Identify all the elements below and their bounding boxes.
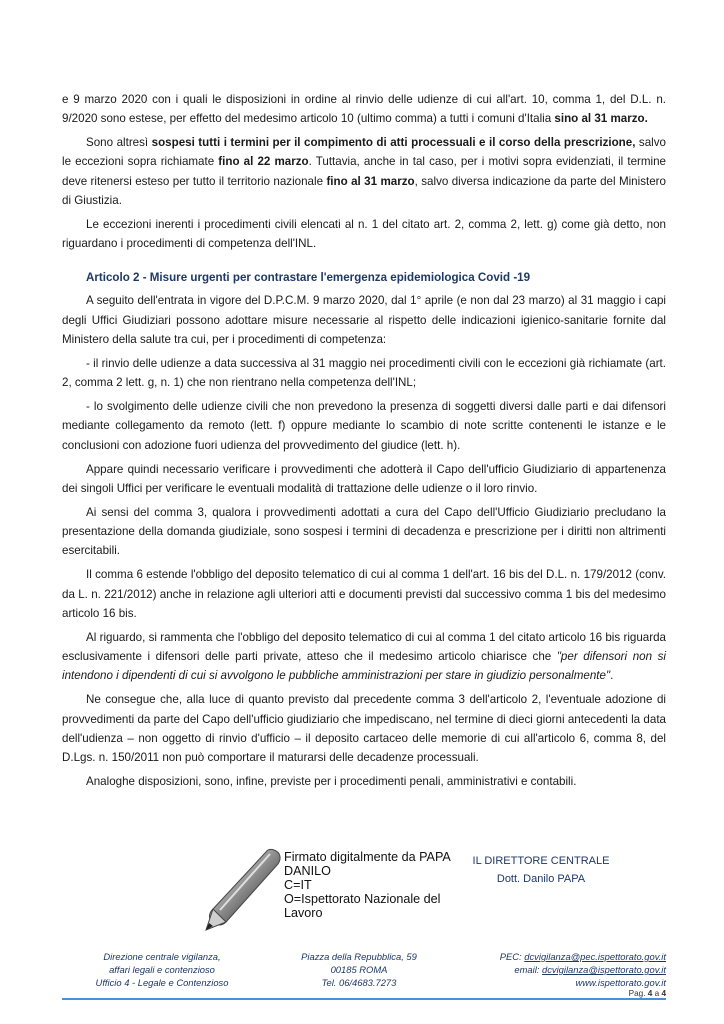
page-current: 4 — [647, 989, 653, 998]
page-separator: a — [652, 989, 662, 998]
footer-line: Tel. 06/4683.7273 — [321, 977, 397, 988]
signature-line: O=Ispettorato Nazionale del — [284, 892, 441, 906]
signature-block — [200, 840, 666, 940]
digital-signature-pen-icon — [200, 844, 284, 938]
page-prefix: Pag. — [628, 989, 648, 998]
footer-pec — [446, 950, 666, 963]
website-text: www.ispettorato.gov.it — [575, 977, 666, 988]
paragraph — [62, 133, 666, 210]
paragraph-text: . Tuttavia, anche in tal caso, per i motivi sopra evidenziati, il termine deve ritenersi esteso per tutto il territorio nazionale — [62, 155, 667, 188]
footer-address — [274, 950, 444, 989]
footer-line: Ufficio 4 - Legale e Contenzioso — [95, 977, 229, 988]
pec-link[interactable]: dcvigilanza@pec.ispettorato.gov.it — [524, 951, 666, 962]
footer-line: affari legali e contenzioso — [109, 964, 215, 975]
footer-line: Direzione centrale vigilanza, — [103, 951, 221, 962]
bold-text: fino al 22 marzo — [218, 155, 309, 169]
signature-line: C=IT — [284, 878, 312, 892]
paragraph: Analoghe disposizioni, sono, infine, previste per i procedimenti penali, amministrativi e contabili. — [86, 775, 577, 789]
footer-contacts — [446, 950, 666, 989]
paragraph: Il comma 6 estende l'obbligo del deposito telematico di cui al comma 1 dell'art. 16 bis del D.L. n. 179/2012 (conv. da L. n. 221/2012) anche in relazione agli ulteriori atti e documenti previsti dal successivo comma 1 bis del medesimo articolo 16 bis. — [62, 568, 666, 620]
signatory-name: Dott. Danilo PAPA — [496, 873, 586, 885]
bold-text: sospesi tutti i termini per il compimento di atti processuali e il corso della prescrizione, — [151, 136, 636, 150]
pec-label: PEC: — [499, 951, 525, 962]
page-number — [560, 989, 666, 998]
list-item: - il rinvio delle udienze a data successiva al 31 maggio nei procedimenti civili con le eccezioni già richiamate (art. 2, comma 2 lett. g, n. 1) che non rientrano nella competenza dell'INL; — [62, 356, 666, 390]
paragraph-text: , salvo diversa indicazione da parte del Ministero di Giustizia. — [62, 174, 666, 208]
footer-office — [62, 950, 262, 989]
footer-divider — [62, 998, 666, 1000]
signatory-role: IL DIRETTORE CENTRALE — [472, 855, 610, 867]
list-item: - lo svolgimento delle udienze civili che non prevedono la presenza di soggetti diversi dalle parti e dai difensori mediante collegamento da remoto (lett. f) oppure mediante lo scambio di note scritte contenenti le istanze e le conclusioni con adozione fuori udienza del provvedimento del giudice (lett. h). — [62, 400, 666, 452]
paragraph-text: . — [610, 669, 614, 683]
paragraph — [62, 90, 666, 129]
bold-text: sino al 31 marzo. — [554, 112, 648, 126]
email-label: email: — [514, 964, 542, 975]
paragraph: Ai sensi del comma 3, qualora i provvedimenti adottati a cura del Capo dell'Ufficio Giudiziario precludano la presentazione della domanda giudiziale, sono sospesi i termini di decadenza e prescrizione per i diritti non altrimenti esercitabili. — [62, 505, 666, 558]
bold-text: fino al 31 marzo — [326, 174, 415, 188]
footer-line: 00185 ROMA — [330, 964, 388, 975]
signatory — [456, 852, 626, 888]
signature-line: Lavoro — [284, 906, 323, 920]
paragraph-text: Al riguardo, si rammenta che l'obbligo del deposito telematico di cui al comma 1 del citato articolo 16 bis riguarda esclusivamente i difensori delle parti private, atteso che il medesimo articolo chiarisce che — [62, 630, 666, 664]
footer-line: Piazza della Repubblica, 59 — [301, 951, 417, 962]
italic-quote: "per difensori non si intendono i dipendenti di cui si avvolgono le pubbliche amministrazioni per stare in giudizio personalmente" — [62, 650, 667, 683]
footer-email — [446, 963, 666, 976]
paragraph: A seguito dell'entrata in vigore del D.P.C.M. 9 marzo 2020, dal 1° aprile (e non dal 23 marzo) al 31 maggio i capi degli Uffici Giudiziari possono adottare misure necessarie al rispetto delle indicazioni igienico-sanitarie fornite dal Ministero della salute tra cui, per i procedimenti di competenza: — [62, 294, 666, 347]
section-heading: Articolo 2 - Misure urgenti per contrastare l'emergenza epidemiologica Covid -19 — [86, 270, 531, 284]
paragraph-text: salvo le eccezioni sopra richiamate — [62, 136, 666, 169]
signature-line: DANILO — [284, 864, 331, 878]
digital-signature-text — [284, 850, 464, 920]
paragraph: Appare quindi necessario verificare i provvedimenti che adotterà il Capo dell'ufficio Giudiziario di appartenenza dei singoli Uffici per verificare le eventuali modalità di trattazione delle udienze o il loro rinvio. — [62, 462, 666, 495]
paragraph — [62, 628, 666, 686]
paragraph-text: e 9 marzo 2020 con i quali le disposizioni in ordine al rinvio delle udienze di cui all'art. 10, comma 1, del D.L. n. 9/2020 sono estese, per effetto del medesimo articolo 10 (ultimo comma) a tutti i comuni d'Italia — [62, 93, 666, 126]
document-body — [62, 90, 666, 796]
paragraph: Le eccezioni inerenti i procedimenti civili elencati al n. 1 del citato art. 2, comma 2, lett. g) come già detto, non riguardano i procedimenti di competenza dell'INL. — [62, 217, 666, 251]
paragraph: Ne consegue che, alla luce di quanto previsto dal precedente comma 3 dell'articolo 2, l'eventuale adozione di provvedimenti da parte del Capo dell'ufficio giudiziario che impediscano, nel termine di dieci giorni antecedenti la data dell'udienza – non oggetto di rinvio d'ufficio – il deposito cartaceo delle memorie di cui all'articolo 6, comma 8, del D.Lgs. n. 150/2011 non può comportare il maturarsi delle decadenze processuali. — [62, 693, 666, 765]
page-total: 4 — [661, 989, 666, 998]
paragraph-text: Sono altresì — [86, 136, 152, 150]
email-link[interactable]: dcvigilanza@ispettorato.gov.it — [542, 964, 666, 975]
signature-line: Firmato digitalmente da PAPA — [284, 850, 451, 864]
